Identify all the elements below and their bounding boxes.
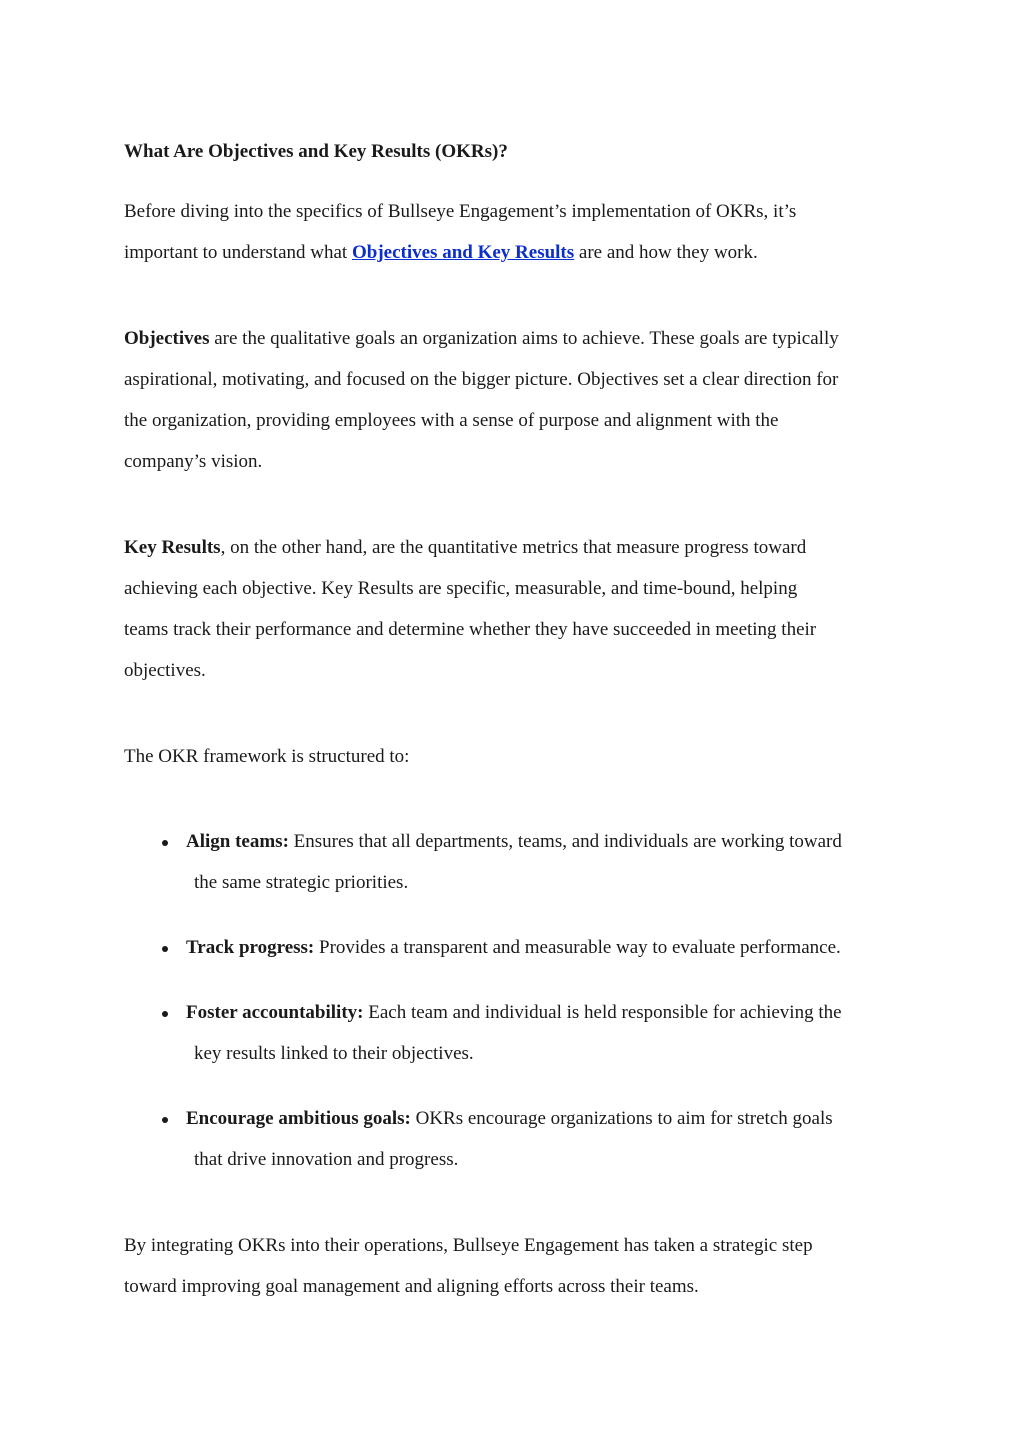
page-title: What Are Objectives and Key Results (OKRs)?	[124, 141, 508, 162]
bullet-item-track-progress	[186, 936, 841, 960]
objectives-term: Objectives	[124, 328, 210, 349]
objectives-line-3: the organization, providing employees with a sense of purpose and alignment with the	[124, 410, 779, 431]
intro-line-2	[124, 241, 758, 265]
bullet-continuation: the same strategic priorities.	[194, 872, 409, 893]
intro-line-2-pre: important to understand what	[124, 242, 352, 263]
closing-line-1: By integrating OKRs into their operations, Bullseye Engagement has taken a strategic step	[124, 1235, 813, 1256]
bullet-continuation: key results linked to their objectives.	[194, 1043, 474, 1064]
bullet-icon	[162, 1011, 168, 1017]
okr-link[interactable]: Objectives and Key Results	[351, 242, 575, 263]
intro-line-2-post: are and how they work.	[574, 242, 758, 263]
key-results-line-4: objectives.	[124, 660, 206, 681]
bullet-icon	[162, 1117, 168, 1123]
bullet-term: Track progress:	[186, 937, 315, 958]
bullet-term: Encourage ambitious goals:	[186, 1108, 411, 1129]
objectives-line-2: aspirational, motivating, and focused on the bigger picture. Objectives set a clear direction for	[124, 369, 839, 390]
bullet-icon	[162, 840, 168, 846]
key-results-line-1	[124, 536, 806, 560]
intro-line-1: Before diving into the specifics of Bullseye Engagement’s implementation of OKRs, it’s	[124, 201, 797, 222]
objectives-line-1-rest: are the qualitative goals an organization aims to achieve. These goals are typically	[209, 328, 839, 349]
objectives-line-1	[124, 327, 839, 351]
framework-intro: The OKR framework is structured to:	[124, 746, 410, 767]
closing-line-2: toward improving goal management and aligning efforts across their teams.	[124, 1276, 699, 1297]
bullet-item-foster-accountability	[186, 1001, 842, 1025]
key-results-term: Key Results	[124, 537, 221, 558]
bullet-item-encourage-ambitious-goals	[186, 1107, 833, 1131]
bullet-term: Align teams:	[186, 831, 289, 852]
bullet-text: Ensures that all departments, teams, and individuals are working toward	[288, 831, 842, 852]
bullet-term: Foster accountability:	[186, 1002, 364, 1023]
bullet-text: Each team and individual is held responsible for achieving the	[363, 1002, 842, 1023]
bullet-item-align-teams	[186, 830, 842, 854]
key-results-line-1-rest: , on the other hand, are the quantitative metrics that measure progress toward	[220, 537, 807, 558]
key-results-line-3: teams track their performance and determine whether they have succeeded in meeting their	[124, 619, 817, 640]
bullet-icon	[162, 946, 168, 952]
objectives-line-4: company’s vision.	[124, 451, 263, 472]
bullet-continuation: that drive innovation and progress.	[194, 1149, 459, 1170]
key-results-line-2: achieving each objective. Key Results are specific, measurable, and time-bound, helping	[124, 578, 798, 599]
bullet-text: OKRs encourage organizations to aim for stretch goals	[410, 1108, 833, 1129]
bullet-text: Provides a transparent and measurable way to evaluate performance.	[314, 937, 841, 958]
